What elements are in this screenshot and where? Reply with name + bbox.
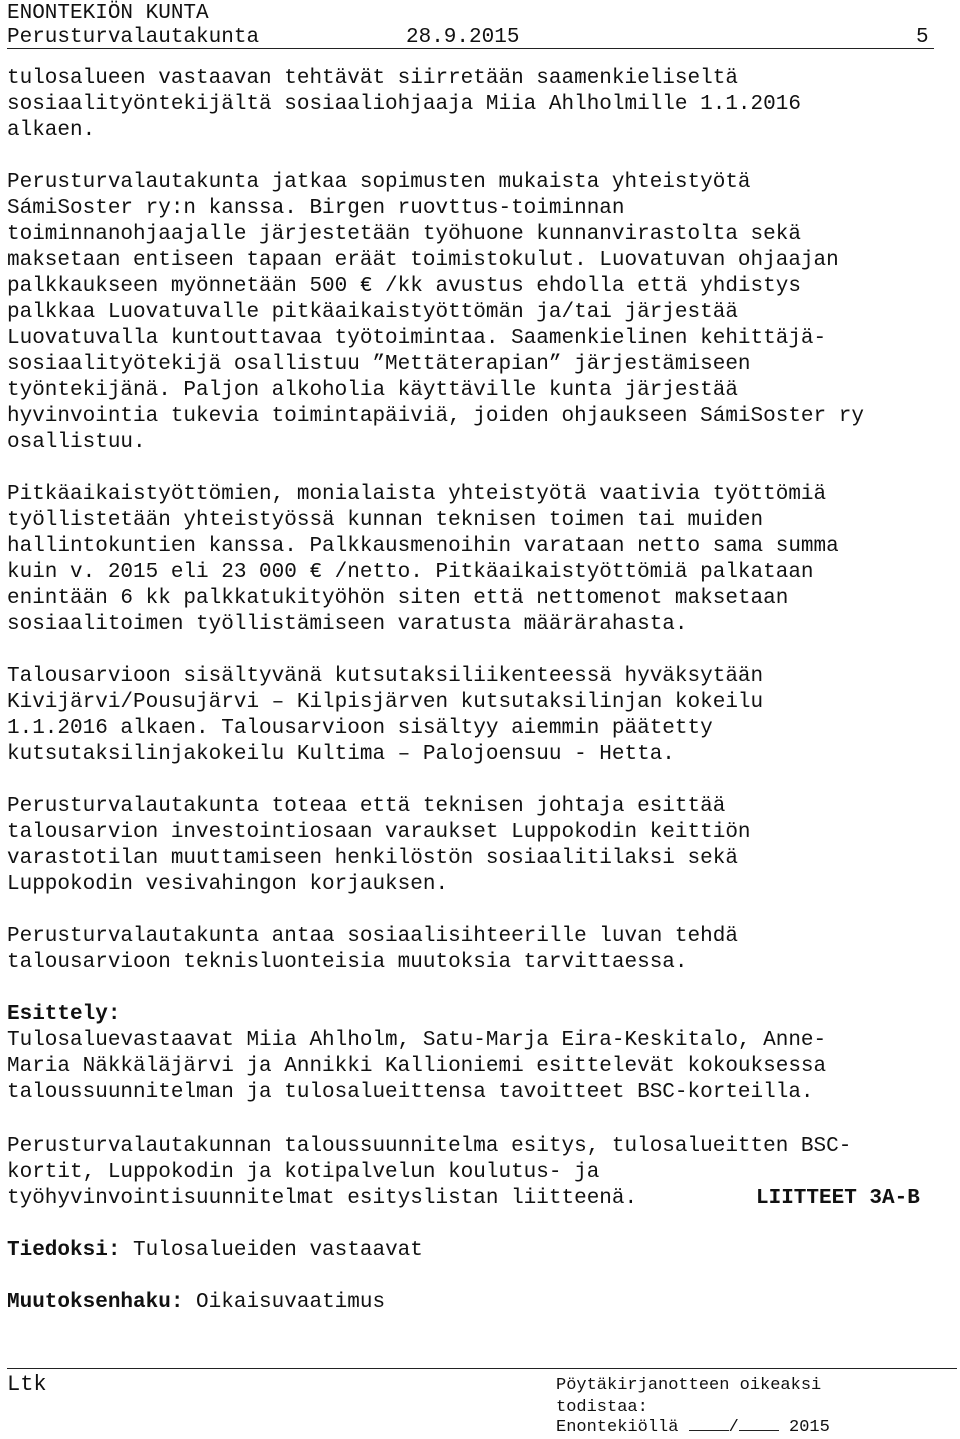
board-name: Perusturvalautakunta [7,26,260,49]
text-line: Pitkäaikaistyöttömien, monialaista yhteistyötä vaativia työttömiä [7,483,827,506]
text-line: palkkaukseen myönnetään 500 € /kk avustus ehdolla että yhdistys [7,275,801,298]
muutoksenhaku-row [7,1290,385,1316]
text-line: Kivijärvi/Pousujärvi – Kilpisjärven kutsutaksilinjan kokeilu [7,691,764,714]
day-blank [689,1415,729,1431]
text-line: Talousarvioon sisältyvänä kutsutaksiliikenteessä hyväksytään [7,665,764,688]
date-slash: / [728,1418,739,1437]
meeting-date: 28.9.2015 [406,26,520,49]
text-line: Luppokodin vesivahingon korjauksen. [7,873,449,896]
text-line: työllistetään yhteistyössä kunnan teknisen toimen tai muiden [7,509,764,532]
text-line: talousarvion investointiosaan varaukset Luppokodin keittiön [7,821,751,844]
text-line: tulosalueen vastaavan tehtävät siirretään saamenkieliseltä [7,67,738,90]
text-line: Perusturvalautakunta toteaa että teknisen johtaja esittää [7,795,726,818]
text-line: työntekijänä. Paljon alkoholia käyttäville kunta järjestää [7,379,738,402]
text-line: enintään 6 kk palkkatukityöhön siten että nettomenot maksetaan [7,587,789,610]
text-line: maksetaan entiseen tapaan eräät toimistokulut. Luovatuvan ohjaajan [7,249,839,272]
month-blank [739,1415,779,1431]
muutoksenhaku-label: Muutoksenhaku: [7,1291,184,1314]
certify-line-1: Pöytäkirjanotteen oikeaksi [556,1376,822,1395]
tiedoksi-value: Tulosalueiden vastaavat [133,1239,423,1262]
text-line: talousarvioon teknisluonteisia muutoksia tarvittaessa. [7,951,688,974]
text-line: Luovatuvalla kuntouttavaa työtoimintaa. Saamenkielinen kehittäjä- [7,327,827,350]
text-line: sosiaalityöntekijältä sosiaaliohjaaja Miia Ahlholmille 1.1.2016 [7,93,801,116]
text-line: hallintokuntien kanssa. Palkkausmenoihin varataan netto sama summa [7,535,839,558]
footer-rule [7,1368,957,1369]
text-line: sosiaalitoimen työllistämiseen varatusta määrärahasta. [7,613,688,636]
text-line: kutsutaksilinjakokeilu Kultima – Palojoensuu - Hetta. [7,743,675,766]
text-line: Perusturvalautakunta jatkaa sopimusten mukaista yhteistyötä [7,171,751,194]
text-line: hyvinvointia tukevia toimintapäiviä, joiden ohjaukseen SámiSoster ry [7,405,864,428]
municipality-name: ENONTEKIÖN KUNTA [7,2,209,25]
tiedoksi-label: Tiedoksi: [7,1239,121,1262]
text-line: toiminnanohjaajalle järjestetään työhuone kunnanvirastolta sekä [7,223,801,246]
text-line: kuin v. 2015 eli 23 000 € /netto. Pitkäaikaistyöttömiä palkataan [7,561,814,584]
certify-year: 2015 [789,1418,830,1437]
text-line: Tulosaluevastaavat Miia Ahlholm, Satu-Marja Eira-Keskitalo, Anne- [7,1029,827,1052]
text-line: alkaen. [7,119,96,142]
muutoksenhaku-value: Oikaisuvaatimus [196,1291,386,1314]
esittely-heading: Esittely: [7,1003,121,1026]
text-line: sosiaalityötekijä osallistuu ”Mettäterapian” järjestämiseen [7,353,751,376]
text-line: työhyvinvointisuunnitelmat esityslistan liitteenä. [7,1187,638,1210]
certify-line-2: todistaa: [556,1398,648,1417]
footer-initials: Ltk [7,1372,47,1397]
text-line: palkkaa Luovatuvalle pitkäaikaistyöttömän ja/tai järjestää [7,301,738,324]
page-number: 5 [916,26,929,49]
certify-place: Enontekiöllä [556,1418,679,1437]
text-line: 1.1.2016 alkaen. Talousarvioon sisältyy aiemmin päätetty [7,717,713,740]
header-underline [7,48,934,49]
text-line: varastotilan muuttamiseen henkilöstön sosiaalitilaksi sekä [7,847,738,870]
tiedoksi-row [7,1238,423,1264]
text-line: Maria Näkkäläjärvi ja Annikki Kallioniemi esittelevät kokouksessa [7,1055,827,1078]
text-line: Perusturvalautakunta antaa sosiaalisihteerille luvan tehdä [7,925,738,948]
text-line: taloussuunnitelman ja tulosalueittensa tavoitteet BSC-korteilla. [7,1081,814,1104]
text-line: SámiSoster ry:n kanssa. Birgen ruovttus-toiminnan [7,197,625,220]
text-line: osallistuu. [7,431,146,454]
text-line: kortit, Luppokodin ja kotipalvelun koulutus- ja [7,1161,600,1184]
attachments-label: LIITTEET 3A-B [756,1187,920,1210]
certify-date-row [556,1415,830,1439]
text-line: Perusturvalautakunnan taloussuunnitelma esitys, tulosalueitten BSC- [7,1135,852,1158]
